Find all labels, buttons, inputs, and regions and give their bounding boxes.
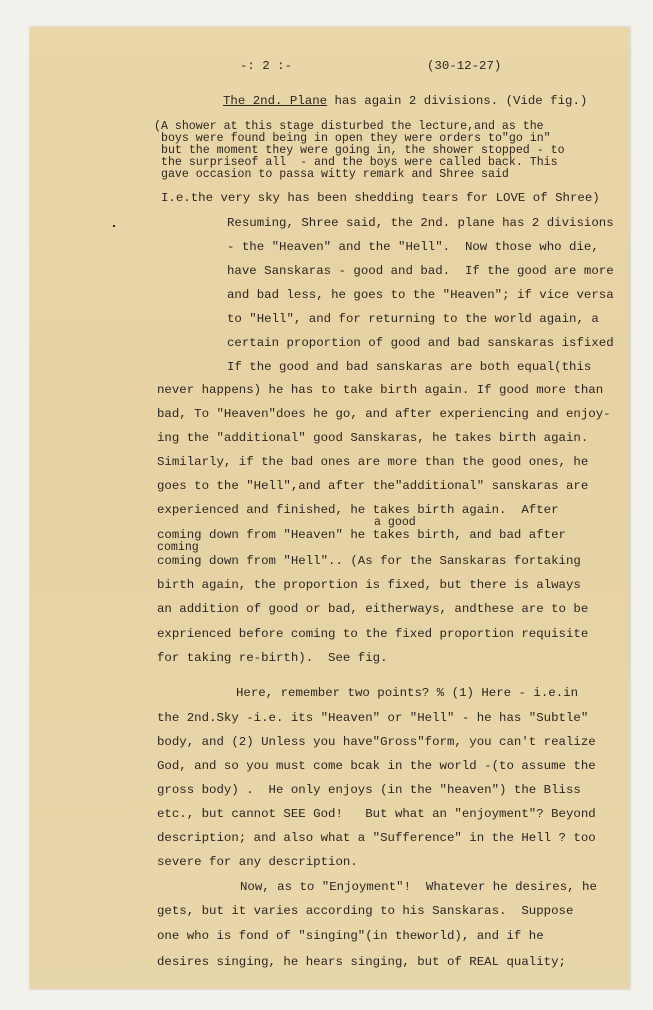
body-line: coming down from "Hell".. (As for the Sanskaras fortaking (157, 554, 581, 568)
body-line: exprienced before coming to the fixed proportion requisite (157, 627, 589, 641)
body-line: experienced and finished, he takes birth again. After (157, 503, 559, 517)
body-line: etc., but cannot SEE God! But what an "enjoyment"? Beyond (157, 807, 596, 821)
heading-underlined: The 2nd. Plane (223, 94, 328, 108)
parenthetical-line: boys were found being in open they were orders to"go in" (161, 132, 551, 145)
page-number: -: 2 :- (240, 59, 293, 73)
body-line: description; and also what a "Sufference" in the Hell ? too (157, 831, 596, 845)
body-line: I.e.the very sky has been shedding tears for LOVE of Shree) (161, 191, 600, 205)
section-heading (223, 95, 587, 107)
body-line: God, and so you must come bcak in the world -(to assume the (157, 759, 596, 773)
body-line: have Sanskaras - good and bad. If the good are more (227, 264, 614, 278)
parenthetical-line: but the moment they were going in, the shower stopped - to (161, 144, 565, 157)
page-date: (30-12-27) (427, 59, 502, 73)
body-line: gross body) . He only enjoys (in the "heaven") the Bliss (157, 783, 581, 797)
body-line: certain proportion of good and bad sanskaras isfixed (227, 336, 614, 350)
body-line: desires singing, he hears singing, but of REAL quality; (157, 955, 566, 969)
parenthetical-line: gave occasion to passa witty remark and Shree said (161, 168, 509, 181)
body-line: birth again, the proportion is fixed, but there is always (157, 578, 581, 592)
interlinear-insertion: a good (374, 516, 416, 529)
body-line: to "Hell", and for returning to the world again, a (227, 312, 599, 326)
body-line: never happens) he has to take birth again. If good more than (157, 383, 604, 397)
body-line: Here, remember two points? % (1) Here - i.e.in (236, 686, 579, 700)
body-line: an addition of good or bad, eitherways, andthese are to be (157, 602, 589, 616)
body-line: Similarly, if the bad ones are more than the good ones, he (157, 455, 589, 469)
body-line: one who is fond of "singing"(in theworld), and if he (157, 929, 544, 943)
body-line: for taking re-birth). See fig. (157, 651, 388, 665)
interlinear-insertion: coming (157, 541, 199, 554)
body-line: Now, as to "Enjoyment"! Whatever he desires, he (240, 880, 597, 894)
body-line: gets, but it varies according to his Sanskaras. Suppose (157, 904, 574, 918)
body-line: If the good and bad sanskaras are both equal(this (227, 360, 592, 374)
body-line: the 2nd.Sky -i.e. its "Heaven" or "Hell" - he has "Subtle" (157, 711, 589, 725)
body-line: Resuming, Shree said, the 2nd. plane has 2 divisions (227, 216, 614, 230)
typed-page (30, 27, 630, 989)
body-line: and bad less, he goes to the "Heaven"; if vice versa (227, 288, 614, 302)
parenthetical-line: the surpriseof all - and the boys were called back. This (161, 156, 558, 169)
body-line: ing the "additional" good Sanskaras, he takes birth again. (157, 431, 589, 445)
body-line: - the "Heaven" and the "Hell". Now those who die, (227, 240, 599, 254)
heading-rest: has again 2 divisions. (Vide fig.) (327, 94, 588, 108)
body-line: body, and (2) Unless you have"Gross"form, you can't realize (157, 735, 596, 749)
body-line: bad, To "Heaven"does he go, and after experiencing and enjoy- (157, 407, 611, 421)
ink-dot (113, 225, 115, 227)
body-line: coming down from "Heaven" he takes birth, and bad after (157, 528, 566, 542)
body-line: goes to the "Hell",and after the"additional" sanskaras are (157, 479, 589, 493)
body-line: severe for any description. (157, 855, 358, 869)
parenthetical-line: (A shower at this stage disturbed the lecture,and as the (154, 120, 544, 133)
